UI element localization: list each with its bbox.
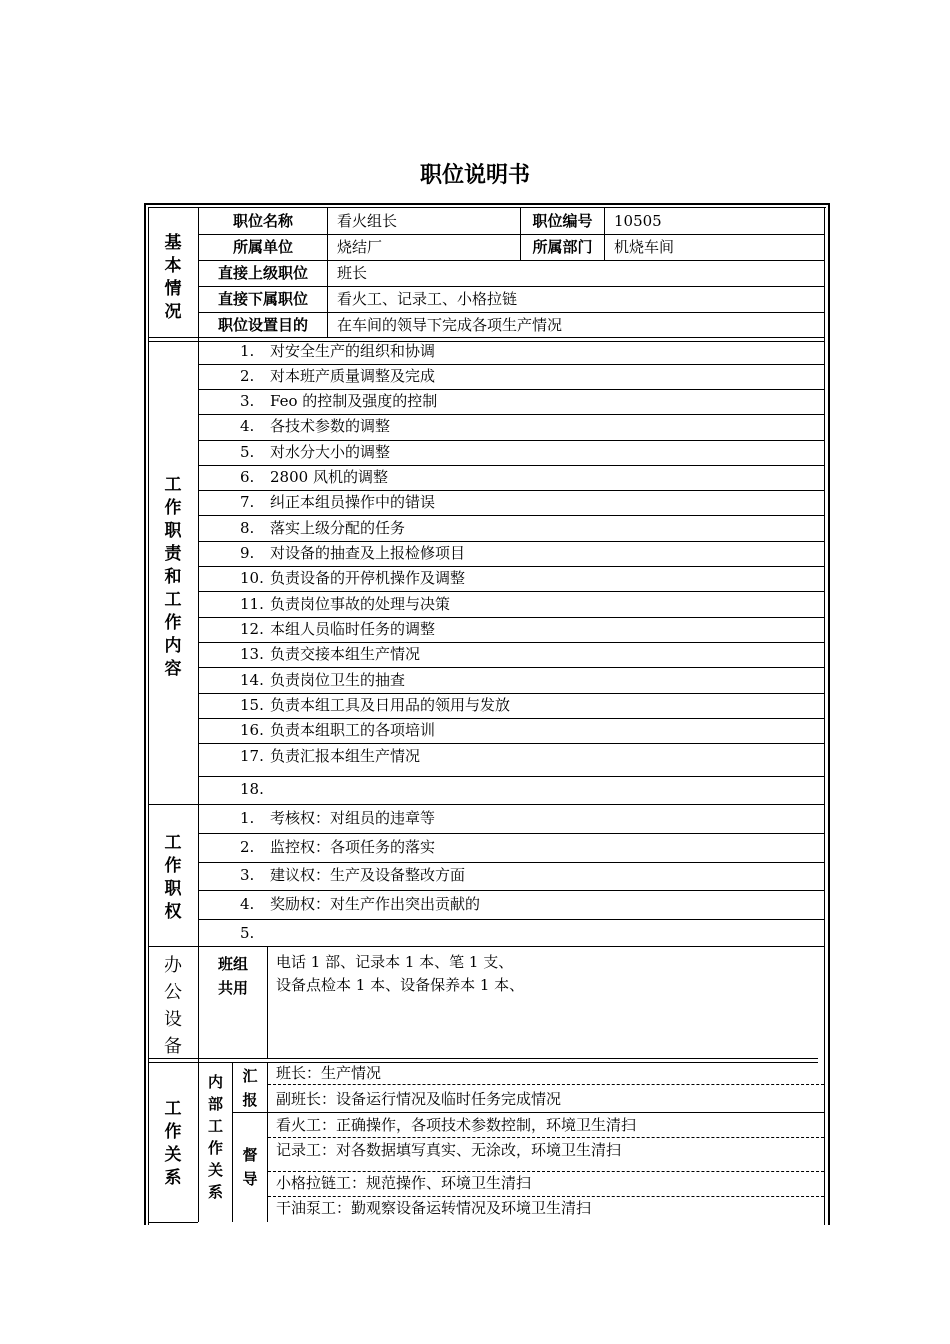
list-item: 5.	[240, 924, 255, 942]
equipment-line: 电话 1 部、记录本 1 本、笔 1 支、	[276, 953, 514, 971]
report-label: 汇 报	[242, 1067, 258, 1109]
report-item: 副班长：设备运行情况及临时任务完成情况	[276, 1090, 562, 1108]
list-item: 5. 对水分大小的调整	[240, 443, 391, 461]
purpose-value: 在车间的领导下完成各项生产情况	[337, 316, 563, 334]
list-item: 4. 奖励权：对生产作出突出贡献的	[240, 895, 481, 913]
list-item: 1. 对安全生产的组织和协调	[240, 342, 436, 360]
list-item: 7. 纠正本组员操作中的错误	[240, 493, 436, 511]
list-item: 11. 负责岗位事故的处理与决策	[240, 595, 451, 613]
list-item: 10. 负责设备的开停机操作及调整	[240, 569, 466, 587]
supervise-item: 记录工：对各数据填写真实、无涂改，环境卫生清扫	[276, 1141, 622, 1159]
list-item: 8. 落实上级分配的任务	[240, 519, 406, 537]
position-no-value: 10505	[614, 212, 662, 230]
superior-label: 直接上级职位	[217, 264, 308, 282]
equipment-section-label: 办 公 设 备	[164, 955, 182, 1057]
dept-value: 机烧车间	[614, 238, 675, 256]
unit-value: 烧结厂	[337, 238, 383, 256]
subordinate-value: 看火工、记录工、小格拉链	[337, 290, 518, 308]
list-item: 1. 考核权：对组员的违章等	[240, 809, 436, 827]
purpose-label: 职位设置目的	[217, 316, 308, 334]
authority-section-label: 工 作 职 权	[164, 833, 182, 922]
equipment-line: 设备点检本 1 本、设备保养本 1 本、	[276, 976, 525, 994]
basic-section-label: 基 本 情 况	[164, 233, 182, 322]
supervise-item: 看火工：正确操作，各项技术参数控制，环境卫生清扫	[276, 1116, 637, 1134]
unit-label: 所属单位	[232, 238, 293, 256]
superior-value: 班长	[337, 264, 368, 282]
list-item: 12. 本组人员临时任务的调整	[240, 620, 436, 638]
list-item: 15. 负责本组工具及日用品的领用与发放	[240, 696, 511, 714]
position-no-label: 职位编号	[532, 212, 593, 230]
list-item: 18.	[240, 780, 264, 798]
report-item: 班长：生产情况	[276, 1064, 382, 1082]
list-item: 3. Feo 的控制及强度的控制	[240, 392, 438, 410]
list-item: 6. 2800 风机的调整	[240, 468, 388, 486]
list-item: 4. 各技术参数的调整	[240, 417, 391, 435]
position-name-value: 看火组长	[337, 212, 398, 230]
supervise-item: 干油泵工：勤观察设备运转情况及环境卫生清扫	[276, 1199, 592, 1217]
list-item: 3. 建议权：生产及设备整改方面	[240, 866, 466, 884]
page-title: 职位说明书	[419, 163, 530, 188]
position-name-label: 职位名称	[232, 212, 293, 230]
equipment-sub-label: 班组 共用	[217, 955, 248, 997]
supervise-item: 小格拉链工：规范操作、环境卫生清扫	[276, 1174, 532, 1192]
dept-label: 所属部门	[532, 238, 593, 256]
internal-relations-label: 内 部 工 作 关 系	[207, 1073, 223, 1201]
list-item: 2. 对本班产质量调整及完成	[240, 367, 436, 385]
list-item: 2. 监控权：各项任务的落实	[240, 838, 436, 856]
list-item: 14. 负责岗位卫生的抽查	[240, 671, 406, 689]
list-item: 9. 对设备的抽查及上报检修项目	[240, 544, 466, 562]
list-item: 13. 负责交接本组生产情况	[240, 645, 421, 663]
relations-section-label: 工 作 关 系	[164, 1099, 182, 1188]
list-item: 17. 负责汇报本组生产情况	[240, 747, 421, 765]
subordinate-label: 直接下属职位	[217, 290, 308, 308]
duties-section-label: 工 作 职 责 和 工 作 内 容	[164, 475, 182, 679]
supervise-label: 督 导	[242, 1146, 258, 1188]
list-item: 16. 负责本组职工的各项培训	[240, 721, 436, 739]
